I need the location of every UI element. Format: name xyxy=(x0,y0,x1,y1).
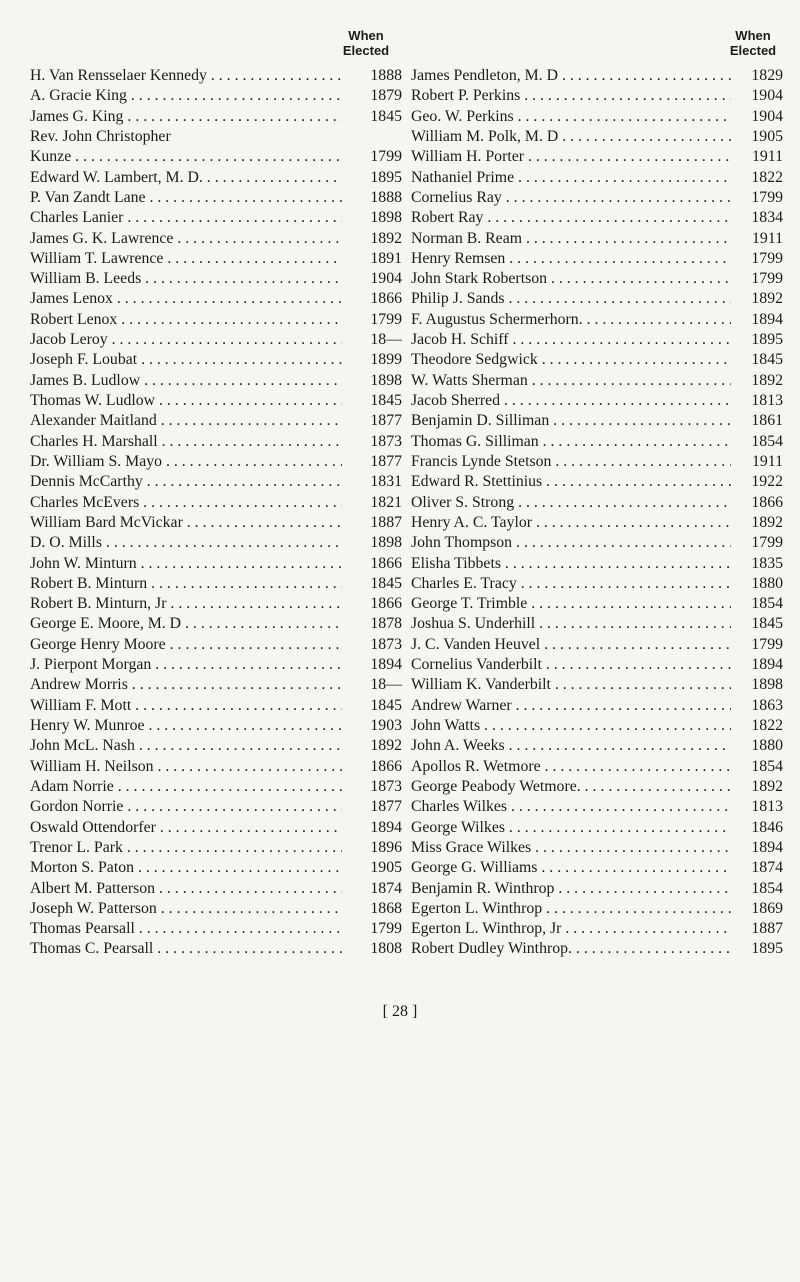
year-elected: 1894 xyxy=(342,655,402,675)
year-elected: 1799 xyxy=(342,310,402,330)
member-entry xyxy=(30,249,402,269)
member-name: John Thompson . . . xyxy=(411,533,731,553)
year-elected: 1887 xyxy=(731,919,783,939)
member-entry xyxy=(411,513,783,533)
year-elected: 1873 xyxy=(342,777,402,797)
member-entry xyxy=(30,696,402,716)
member-entry xyxy=(411,350,783,370)
right-column-header: When Elected xyxy=(729,28,777,58)
member-name: Jacob Leroy . . . xyxy=(30,330,342,350)
year-elected: 1922 xyxy=(731,472,783,492)
member-name: Joshua S. Underhill . . . xyxy=(411,614,731,634)
member-entry xyxy=(30,86,402,106)
member-entry xyxy=(30,797,402,817)
member-entry xyxy=(30,330,402,350)
member-entry xyxy=(30,411,402,431)
member-name: Charles E. Tracy . . . xyxy=(411,574,731,594)
member-name: Dr. William S. Mayo . . . xyxy=(30,452,342,472)
year-elected: 1904 xyxy=(342,269,402,289)
member-entry xyxy=(30,554,402,574)
member-name: D. O. Mills . . . xyxy=(30,533,342,553)
member-name: Thomas W. Ludlow . . . xyxy=(30,391,342,411)
member-name: Morton S. Paton . . . xyxy=(30,858,342,878)
year-elected: 1813 xyxy=(731,797,783,817)
year-elected: 1873 xyxy=(342,432,402,452)
year-elected: 1834 xyxy=(731,208,783,228)
member-name: Andrew Morris . . . xyxy=(30,675,342,695)
year-elected: 1874 xyxy=(342,879,402,899)
year-elected: 1892 xyxy=(342,229,402,249)
year-elected: 1891 xyxy=(342,249,402,269)
year-elected: 1866 xyxy=(342,289,402,309)
member-name: Francis Lynde Stetson . . . xyxy=(411,452,731,472)
year-elected: 1911 xyxy=(731,229,783,249)
member-entry xyxy=(30,472,402,492)
year-elected: 1822 xyxy=(731,716,783,736)
member-name: George Peabody Wetmore. . . . xyxy=(411,777,731,797)
member-name: Charles Lanier . . . xyxy=(30,208,342,228)
year-elected: 1845 xyxy=(731,350,783,370)
year-elected: 1895 xyxy=(731,939,783,959)
member-name: Jacob Sherred . . . xyxy=(411,391,731,411)
member-entry xyxy=(411,310,783,330)
member-entry xyxy=(30,350,402,370)
member-name: George E. Moore, M. D . . . xyxy=(30,614,342,634)
year-elected: 1892 xyxy=(342,736,402,756)
member-name: Alexander Maitland . . . xyxy=(30,411,342,431)
left-column-entries xyxy=(30,66,402,960)
year-elected: 1821 xyxy=(342,493,402,513)
member-entry xyxy=(30,939,402,959)
member-name: James G. King . . . xyxy=(30,107,342,127)
member-entry xyxy=(30,391,402,411)
member-entry xyxy=(30,858,402,878)
member-entry xyxy=(30,208,402,228)
member-name: Albert M. Patterson . . . xyxy=(30,879,342,899)
member-name: George G. Williams . . . xyxy=(411,858,731,878)
member-name: Egerton L. Winthrop . . . xyxy=(411,899,731,919)
year-elected: 1863 xyxy=(731,696,783,716)
member-name: Robert B. Minturn, Jr . . . xyxy=(30,594,342,614)
member-entry xyxy=(411,736,783,756)
member-name: Robert P. Perkins . . . xyxy=(411,86,731,106)
member-entry xyxy=(411,269,783,289)
member-entry xyxy=(411,86,783,106)
member-entry xyxy=(30,777,402,797)
year-elected: 1894 xyxy=(342,818,402,838)
member-name: John Stark Robertson . . . xyxy=(411,269,731,289)
year-elected: 1845 xyxy=(342,696,402,716)
year-elected: 1880 xyxy=(731,574,783,594)
member-name: Charles Wilkes . . . xyxy=(411,797,731,817)
member-entry xyxy=(30,432,402,452)
left-column-header: When Elected xyxy=(342,28,390,58)
member-name: Edward W. Lambert, M. D. . . . xyxy=(30,168,342,188)
right-column-entries xyxy=(411,66,783,960)
member-name: Thomas C. Pearsall . . . xyxy=(30,939,342,959)
member-name: Robert Lenox . . . xyxy=(30,310,342,330)
member-entry xyxy=(411,249,783,269)
year-elected: 1877 xyxy=(342,452,402,472)
year-elected: 1879 xyxy=(342,86,402,106)
year-elected: 1799 xyxy=(342,919,402,939)
member-name: Benjamin R. Winthrop . . . xyxy=(411,879,731,899)
member-name: Edward R. Stettinius . . . xyxy=(411,472,731,492)
member-entry xyxy=(411,493,783,513)
year-elected: 1799 xyxy=(731,533,783,553)
year-elected: 1877 xyxy=(342,411,402,431)
member-name: James B. Ludlow . . . xyxy=(30,371,342,391)
member-name: George T. Trimble . . . xyxy=(411,594,731,614)
member-entry xyxy=(30,533,402,553)
member-entry xyxy=(30,127,402,147)
member-name: William H. Neilson . . . xyxy=(30,757,342,777)
member-entry xyxy=(30,879,402,899)
member-name: Norman B. Ream . . . xyxy=(411,229,731,249)
year-elected: 1892 xyxy=(731,513,783,533)
member-name: Oswald Ottendorfer . . . xyxy=(30,818,342,838)
member-entry xyxy=(30,736,402,756)
year-elected: 1904 xyxy=(731,86,783,106)
year-elected: 1866 xyxy=(731,493,783,513)
member-name: Oliver S. Strong . . . xyxy=(411,493,731,513)
member-entry xyxy=(30,188,402,208)
member-entry xyxy=(411,554,783,574)
year-elected: 1888 xyxy=(342,188,402,208)
member-name: Adam Norrie . . . xyxy=(30,777,342,797)
year-elected: 1892 xyxy=(731,289,783,309)
member-name: Cornelius Vanderbilt . . . xyxy=(411,655,731,675)
year-elected: 1835 xyxy=(731,554,783,574)
member-name: Geo. W. Perkins . . . xyxy=(411,107,731,127)
member-entry xyxy=(411,655,783,675)
member-name: Philip J. Sands . . . xyxy=(411,289,731,309)
member-entry xyxy=(411,797,783,817)
member-entry xyxy=(30,493,402,513)
year-elected: 1854 xyxy=(731,594,783,614)
member-entry xyxy=(411,107,783,127)
member-name: Robert Dudley Winthrop. . . . xyxy=(411,939,731,959)
year-elected: 1905 xyxy=(731,127,783,147)
member-entry xyxy=(411,289,783,309)
member-entry xyxy=(411,919,783,939)
member-name: H. Van Rensselaer Kennedy . . . xyxy=(30,66,342,86)
year-elected: 1905 xyxy=(342,858,402,878)
year-elected: 18— xyxy=(342,330,402,350)
year-elected: 1894 xyxy=(731,655,783,675)
member-entry xyxy=(411,147,783,167)
year-elected: 1854 xyxy=(731,757,783,777)
member-name: Kunze . . . xyxy=(30,147,342,167)
year-elected: 1808 xyxy=(342,939,402,959)
member-name: Miss Grace Wilkes . . . xyxy=(411,838,731,858)
year-elected: 1911 xyxy=(731,452,783,472)
year-elected: 1854 xyxy=(731,432,783,452)
year-elected: 1799 xyxy=(731,249,783,269)
member-entry xyxy=(411,391,783,411)
year-elected: 1903 xyxy=(342,716,402,736)
member-entry xyxy=(411,66,783,86)
member-name: Henry A. C. Taylor . . . xyxy=(411,513,731,533)
member-entry xyxy=(30,289,402,309)
member-name: John A. Weeks . . . xyxy=(411,736,731,756)
member-name: F. Augustus Schermerhorn. . . . xyxy=(411,310,731,330)
year-elected: 1899 xyxy=(342,350,402,370)
member-entry xyxy=(411,777,783,797)
member-name: William B. Leeds . . . xyxy=(30,269,342,289)
member-name: Andrew Warner . . . xyxy=(411,696,731,716)
member-entry xyxy=(411,411,783,431)
year-elected: 1829 xyxy=(731,66,783,86)
member-name: Egerton L. Winthrop, Jr . . . xyxy=(411,919,731,939)
year-elected: 1845 xyxy=(342,391,402,411)
member-entry xyxy=(30,107,402,127)
member-entry xyxy=(411,533,783,553)
member-name: P. Van Zandt Lane . . . xyxy=(30,188,342,208)
member-name: Charles McEvers . . . xyxy=(30,493,342,513)
year-elected: 1904 xyxy=(731,107,783,127)
member-name: William M. Polk, M. D . . . xyxy=(411,127,731,147)
member-name: Joseph W. Patterson . . . xyxy=(30,899,342,919)
year-elected: 1845 xyxy=(731,614,783,634)
member-entry xyxy=(411,716,783,736)
year-elected: 1877 xyxy=(342,797,402,817)
member-name: Jacob H. Schiff . . . xyxy=(411,330,731,350)
member-entry xyxy=(411,635,783,655)
member-entry xyxy=(30,229,402,249)
member-name: A. Gracie King . . . xyxy=(30,86,342,106)
year-elected: 1846 xyxy=(731,818,783,838)
year-elected: 1831 xyxy=(342,472,402,492)
member-entry xyxy=(411,838,783,858)
year-elected: 1869 xyxy=(731,899,783,919)
year-elected: 1894 xyxy=(731,310,783,330)
member-entry xyxy=(411,127,783,147)
year-elected: 1892 xyxy=(731,777,783,797)
member-entry xyxy=(411,879,783,899)
year-elected: 1799 xyxy=(731,188,783,208)
member-entry xyxy=(411,452,783,472)
member-entry xyxy=(30,371,402,391)
member-entry xyxy=(411,472,783,492)
member-entry xyxy=(30,655,402,675)
year-elected: 1878 xyxy=(342,614,402,634)
member-entry xyxy=(30,614,402,634)
member-entry xyxy=(411,168,783,188)
member-name: William H. Porter . . . xyxy=(411,147,731,167)
member-entry xyxy=(30,716,402,736)
year-elected: 1799 xyxy=(342,147,402,167)
member-entry xyxy=(30,818,402,838)
year-elected: 1874 xyxy=(731,858,783,878)
member-name: Henry W. Munroe . . . xyxy=(30,716,342,736)
year-elected: 1813 xyxy=(731,391,783,411)
year-elected: 1898 xyxy=(342,533,402,553)
member-name: Joseph F. Loubat . . . xyxy=(30,350,342,370)
year-elected: 1799 xyxy=(731,635,783,655)
member-name: Charles H. Marshall . . . xyxy=(30,432,342,452)
member-entry xyxy=(411,939,783,959)
member-name: William Bard McVickar . . . xyxy=(30,513,342,533)
member-entry xyxy=(411,818,783,838)
year-elected: 1880 xyxy=(731,736,783,756)
year-elected: 1866 xyxy=(342,554,402,574)
member-name: James Pendleton, M. D . . . xyxy=(411,66,731,86)
member-entry xyxy=(30,899,402,919)
member-name: Theodore Sedgwick . . . xyxy=(411,350,731,370)
member-entry xyxy=(30,838,402,858)
member-entry xyxy=(30,574,402,594)
year-elected: 1861 xyxy=(731,411,783,431)
member-name: Gordon Norrie . . . xyxy=(30,797,342,817)
member-entry xyxy=(411,594,783,614)
member-name: Apollos R. Wetmore . . . xyxy=(411,757,731,777)
member-name: James Lenox . . . xyxy=(30,289,342,309)
member-entry xyxy=(411,432,783,452)
year-elected: 1898 xyxy=(342,371,402,391)
year-elected: 1896 xyxy=(342,838,402,858)
member-entry xyxy=(411,229,783,249)
year-elected: 1873 xyxy=(342,635,402,655)
year-elected: 1898 xyxy=(731,675,783,695)
member-name: Rev. John Christopher xyxy=(30,127,171,145)
member-name: Thomas G. Silliman . . . xyxy=(411,432,731,452)
member-entry xyxy=(30,269,402,289)
member-entry xyxy=(411,675,783,695)
member-entry xyxy=(30,757,402,777)
member-entry xyxy=(30,168,402,188)
year-elected: 1894 xyxy=(731,838,783,858)
member-entry xyxy=(30,66,402,86)
year-elected: 1895 xyxy=(731,330,783,350)
member-name: John W. Minturn . . . xyxy=(30,554,342,574)
member-entry xyxy=(30,513,402,533)
member-entry xyxy=(411,188,783,208)
member-entry xyxy=(411,330,783,350)
member-entry xyxy=(411,757,783,777)
year-elected: 1845 xyxy=(342,107,402,127)
member-entry xyxy=(30,675,402,695)
member-name: John McL. Nash . . . xyxy=(30,736,342,756)
year-elected: 1895 xyxy=(342,168,402,188)
member-name: John Watts . . . xyxy=(411,716,731,736)
member-entry xyxy=(411,899,783,919)
page-number: [ 28 ] xyxy=(382,1003,418,1020)
member-entry xyxy=(30,594,402,614)
member-name: Dennis McCarthy . . . xyxy=(30,472,342,492)
year-elected: 1911 xyxy=(731,147,783,167)
year-elected: 1892 xyxy=(731,371,783,391)
year-elected: 1799 xyxy=(731,269,783,289)
member-name: J. C. Vanden Heuvel . . . xyxy=(411,635,731,655)
member-entry xyxy=(411,858,783,878)
member-entry xyxy=(30,635,402,655)
member-name: James G. K. Lawrence . . . xyxy=(30,229,342,249)
member-name: George Henry Moore . . . xyxy=(30,635,342,655)
member-entry xyxy=(411,208,783,228)
member-name: George Wilkes . . . xyxy=(411,818,731,838)
member-name: Nathaniel Prime . . . xyxy=(411,168,731,188)
member-name: William F. Mott . . . xyxy=(30,696,342,716)
year-elected: 1887 xyxy=(342,513,402,533)
year-elected: 1866 xyxy=(342,757,402,777)
year-elected: 1845 xyxy=(342,574,402,594)
member-name: Benjamin D. Silliman . . . xyxy=(411,411,731,431)
member-name: Thomas Pearsall . . . xyxy=(30,919,342,939)
member-name: J. Pierpont Morgan . . . xyxy=(30,655,342,675)
member-name: William K. Vanderbilt . . . xyxy=(411,675,731,695)
member-entry xyxy=(30,147,402,167)
member-name: Henry Remsen . . . xyxy=(411,249,731,269)
year-elected: 1854 xyxy=(731,879,783,899)
member-entry xyxy=(411,614,783,634)
member-entry xyxy=(411,371,783,391)
member-entry xyxy=(411,574,783,594)
year-elected: 1822 xyxy=(731,168,783,188)
member-name: Elisha Tibbets . . . xyxy=(411,554,731,574)
year-elected: 1888 xyxy=(342,66,402,86)
member-name: Trenor L. Park . . . xyxy=(30,838,342,858)
member-name: Robert B. Minturn . . . xyxy=(30,574,342,594)
year-elected: 1898 xyxy=(342,208,402,228)
member-name: Robert Ray . . . xyxy=(411,208,731,228)
member-entry xyxy=(30,310,402,330)
year-elected: 18— xyxy=(342,675,402,695)
member-entry xyxy=(30,452,402,472)
year-elected: 1868 xyxy=(342,899,402,919)
member-entry xyxy=(30,919,402,939)
member-entry xyxy=(411,696,783,716)
member-name: Cornelius Ray . . . xyxy=(411,188,731,208)
member-name: William T. Lawrence . . . xyxy=(30,249,342,269)
year-elected: 1866 xyxy=(342,594,402,614)
member-name: W. Watts Sherman . . . xyxy=(411,371,731,391)
